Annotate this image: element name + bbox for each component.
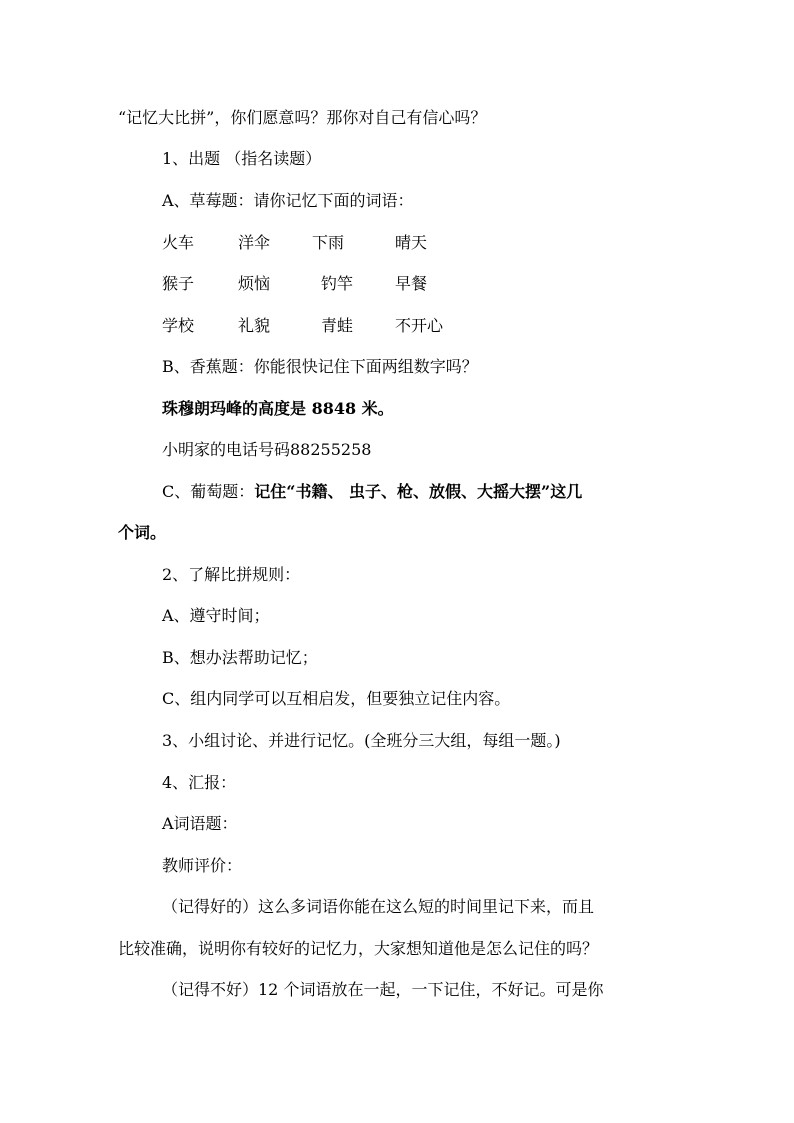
- word-cell: 烦恼: [238, 274, 271, 293]
- intro-line: “记忆大比拼”，你们愿意吗？那你对自己有信心吗？: [118, 108, 487, 127]
- eval-good-line-1: （记得好的）这么多词语你能在这么短的时间里记下来，而且: [162, 897, 595, 916]
- step3-heading: 3、小组讨论、并进行记忆。(全班分三大组，每组一题。): [162, 731, 561, 750]
- word-cell: 晴天: [395, 233, 428, 252]
- word-cell: 不开心: [395, 316, 444, 335]
- word-cell: 钓竿: [321, 274, 354, 293]
- word-cell: 礼貌: [238, 316, 271, 335]
- word-cell: 猴子: [162, 274, 195, 293]
- question-c-line-1: [162, 481, 722, 503]
- word-grid-row-2: [162, 273, 722, 295]
- word-cell: 洋伞: [238, 233, 271, 252]
- question-c-line-2: 个词。: [118, 523, 167, 542]
- word-grid-row-3: [162, 315, 722, 337]
- word-cell: 早餐: [395, 274, 428, 293]
- word-cell: 青蛙: [321, 316, 354, 335]
- word-cell: 学校: [162, 316, 195, 335]
- question-b-title: B、香蕉题：你能很快记住下面两组数字吗？: [162, 357, 478, 376]
- word-cell: 下雨: [312, 233, 345, 252]
- teacher-eval-heading: 教师评价：: [162, 856, 243, 875]
- eval-bad-line-1: （记得不好）12 个词语放在一起，一下记住，不好记。可是你: [162, 980, 604, 999]
- question-b-item-1: 珠穆朗玛峰的高度是 8848 米。: [162, 399, 394, 418]
- step4-heading: 4、汇报：: [162, 773, 237, 792]
- step2-heading: 2、了解比拼规则：: [162, 565, 301, 584]
- report-a-heading: A词语题：: [162, 814, 238, 833]
- question-b-item-2: 小明家的电话号码88255258: [162, 440, 372, 459]
- rule-a: A、遵守时间；: [162, 606, 270, 625]
- rule-c: C、组内同学可以互相启发，但要独立记住内容。: [162, 689, 511, 708]
- rule-b: B、想办法帮助记忆；: [162, 648, 318, 667]
- eval-good-line-2: 比较准确，说明你有较好的记忆力，大家想知道他是怎么记住的吗？: [118, 939, 599, 958]
- question-c-prefix: C、葡萄题：: [162, 482, 255, 501]
- word-grid-row-1: [162, 232, 722, 254]
- word-cell: 火车: [162, 233, 195, 252]
- step1-heading: 1、出题 （指名读题）: [162, 149, 322, 168]
- question-a-title: A、草莓题：请你记忆下面的词语：: [162, 191, 414, 210]
- question-c-words: 记住“书籍、 虫子、枪、放假、大摇大摆”这几: [254, 482, 583, 501]
